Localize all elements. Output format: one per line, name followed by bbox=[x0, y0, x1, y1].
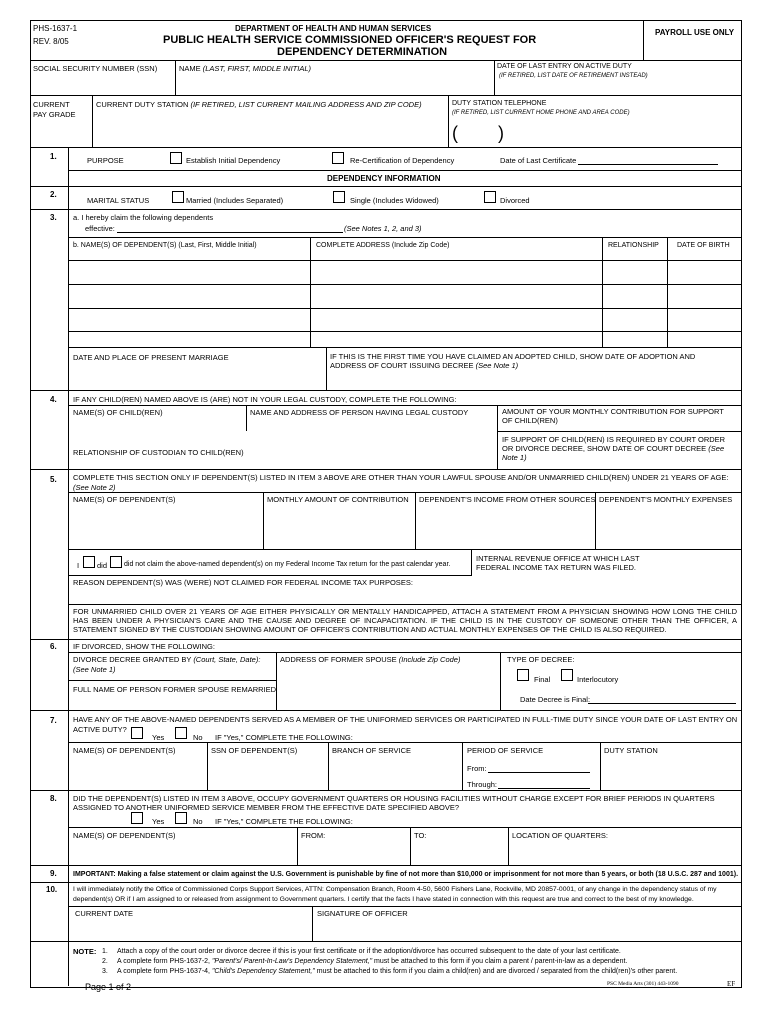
decree-type-label: TYPE OF DECREE: bbox=[507, 655, 575, 664]
recert-checkbox[interactable] bbox=[332, 152, 344, 164]
s8-location-field[interactable] bbox=[512, 843, 736, 863]
did-claim-label: did bbox=[97, 561, 108, 570]
form-title-line1: PUBLIC HEALTH SERVICE COMMISSIONED OFFICER'S REQUEST FOR bbox=[163, 34, 537, 46]
s7-through-label: Through: bbox=[467, 780, 498, 789]
form-number: PHS-1637-1 bbox=[33, 24, 78, 33]
section5-intro: COMPLETE THIS SECTION ONLY IF DEPENDENT(S) LISTED IN ITEM 3 ABOVE ARE OTHER THAN YOUR LAWFUL SPOUSE AND/OR UNMARRIED CHILD(REN) UNDER 21 YEARS OF AGE: bbox=[73, 473, 729, 482]
s7-through-field[interactable] bbox=[498, 788, 590, 789]
handicapped-statement: FOR UNMARRIED CHILD OVER 21 YEARS OF AGE EITHER PHYSICALLY OR MENTALLY HANDICAPPED, ATTACH A STATEMENT FROM A PHYSICIAN SHOWING HOW LONG THE CHILD HAS BEEN UNDER A PHYSICIAN'S CARE AND THE CAUSE AND DEGREE OF INCAPACITATION. IF THE CHILD IS IN THE CUSTODY OF SOMEONE OTHER THAN THE OFFICER, A STATEMENT SIGNED BY THE CUSTODIAN SHOWING AMOUNT OF OFFICER'S CONTRIBUTION AND ACTUAL MONTHLY EXPENSES OF THE CHILD IS ALSO REQUIRED. bbox=[73, 607, 737, 634]
note-1: Attach a copy of the court order or divorce decree if this is your first certificate or if the adoption/divorce has occurred subsequent to the date of your last certificate. bbox=[117, 948, 621, 955]
note-1-number: 1. bbox=[102, 948, 108, 955]
s7-no-checkbox[interactable] bbox=[175, 727, 187, 739]
last-entry-label: DATE OF LAST ENTRY ON ACTIVE DUTY bbox=[497, 63, 632, 70]
s8-question-line2: ASSIGNED TO ANOTHER UNIFORMED SERVICE MEMBER FROM THE EFFECTIVE DATE SPECIFIED ABOVE? bbox=[73, 803, 460, 812]
notification-line2: dependent(s) OR if I am assigned to or released from assignment to Government quarters. I certify that the facts I have stated in connection with this request are true and correct to the best of my knowledge. bbox=[73, 896, 694, 903]
item-number-1: 1. bbox=[50, 152, 57, 161]
duty-station-field[interactable] bbox=[96, 112, 444, 144]
irs-office-field[interactable] bbox=[660, 554, 738, 572]
court-order-label: IF SUPPORT OF CHILD(REN) IS REQUIRED BY COURT ORDER OR DIVORCE DECREE, SHOW DATE OF COURT DECREE (See Note 1) bbox=[502, 435, 726, 462]
s5-expenses-label: DEPENDENT'S MONTHLY EXPENSES bbox=[599, 495, 733, 504]
child-names-label: NAME(S) OF CHILD(REN) bbox=[73, 408, 163, 417]
dependent-address-header: COMPLETE ADDRESS (Include Zip Code) bbox=[316, 242, 450, 249]
adoption-field[interactable] bbox=[330, 374, 738, 388]
did-not-claim-label: did not claim the above-named dependent(s) on my Federal Income Tax return for the past calendar year. bbox=[124, 561, 451, 568]
form-title-line2: DEPENDENCY DETERMINATION bbox=[277, 46, 448, 58]
last-entry-note: (IF RETIRED, LIST DATE OF RETIREMENT INSTEAD) bbox=[499, 73, 648, 79]
phone-field[interactable] bbox=[462, 126, 732, 144]
marital-status-label: MARITAL STATUS bbox=[87, 196, 150, 205]
final-label: Final bbox=[534, 675, 551, 684]
s5-names-field[interactable] bbox=[72, 508, 260, 546]
tax-claim-i: I bbox=[77, 561, 80, 570]
officer-name-field[interactable] bbox=[180, 74, 490, 90]
item-number-7: 7. bbox=[50, 716, 57, 725]
s7-from-label: From: bbox=[467, 764, 487, 773]
s7-no-label: No bbox=[193, 733, 203, 742]
s8-to-label: TO: bbox=[414, 831, 427, 840]
notes-label: NOTE: bbox=[73, 947, 97, 956]
final-date-label: Date Decree is Final: bbox=[520, 695, 591, 704]
former-spouse-address-field[interactable] bbox=[280, 666, 496, 706]
department-name: DEPARTMENT OF HEALTH AND HUMAN SERVICES bbox=[235, 24, 432, 33]
contribution-label: AMOUNT OF YOUR MONTHLY CONTRIBUTION FOR SUPPORT OF CHILD(REN) bbox=[502, 407, 724, 425]
s8-no-checkbox[interactable] bbox=[175, 812, 187, 824]
did-claim-checkbox[interactable] bbox=[83, 556, 95, 568]
divorced-checkbox[interactable] bbox=[484, 191, 496, 203]
s5-income-field[interactable] bbox=[419, 508, 591, 546]
section5-note: (See Note 2) bbox=[73, 483, 116, 492]
relationship-field[interactable] bbox=[604, 262, 665, 346]
s8-yes-label: Yes bbox=[152, 817, 165, 826]
s8-to-field[interactable] bbox=[414, 843, 506, 863]
ssn-label: SOCIAL SECURITY NUMBER (SSN) bbox=[33, 64, 158, 73]
did-not-claim-checkbox[interactable] bbox=[110, 556, 122, 568]
recert-label: Re-Certification of Dependency bbox=[350, 156, 455, 165]
s8-from-label: FROM: bbox=[301, 831, 326, 840]
item-number-10: 10. bbox=[46, 885, 58, 894]
custodian-label: NAME AND ADDRESS OF PERSON HAVING LEGAL CUSTODY bbox=[250, 408, 469, 417]
s7-ssn-label: SSN OF DEPENDENT(S) bbox=[211, 746, 298, 755]
relationship-header: RELATIONSHIP bbox=[608, 242, 659, 249]
s5-expenses-field[interactable] bbox=[599, 508, 737, 546]
s8-yes-checkbox[interactable] bbox=[131, 812, 143, 824]
item-number-2: 2. bbox=[50, 190, 57, 199]
s5-monthly-label: MONTHLY AMOUNT OF CONTRIBUTION bbox=[267, 495, 409, 504]
dependent-address-field[interactable] bbox=[312, 262, 600, 346]
s5-income-label: DEPENDENT'S INCOME FROM OTHER SOURCES bbox=[419, 495, 596, 504]
s5-names-label: NAME(S) OF DEPENDENT(S) bbox=[73, 495, 176, 504]
form-revision: REV. 8/05 bbox=[33, 37, 69, 46]
married-checkbox[interactable] bbox=[172, 191, 184, 203]
item-number-4: 4. bbox=[50, 395, 57, 404]
s7-ssn-field[interactable] bbox=[211, 758, 325, 786]
item-number-8: 8. bbox=[50, 794, 57, 803]
s7-yes-checkbox[interactable] bbox=[131, 727, 143, 739]
area-code-open: ( bbox=[452, 123, 458, 143]
custody-intro: IF ANY CHILD(REN) NAMED ABOVE IS (ARE) NOT IN YOUR LEGAL CUSTODY, COMPLETE THE FOLLOWING: bbox=[73, 395, 457, 404]
adopted-label: IF THIS IS THE FIRST TIME YOU HAVE CLAIMED AN ADOPTED CHILD, SHOW DATE OF ADOPTION AND ADDRESS OF COURT ISSUING DECREE (See Note 1) bbox=[330, 352, 696, 370]
child-names-field[interactable] bbox=[72, 418, 242, 442]
s7-duty-label: DUTY STATION bbox=[604, 746, 658, 755]
s8-names-field[interactable] bbox=[72, 843, 294, 863]
married-label: Married (Includes Separated) bbox=[186, 196, 284, 205]
remarried-label: FULL NAME OF PERSON FORMER SPOUSE REMARRIED bbox=[73, 685, 277, 694]
custodian-field[interactable] bbox=[250, 418, 493, 442]
establish-label: Establish Initial Dependency bbox=[186, 156, 281, 165]
note-3: A complete form PHS-1637-4, "Child's Dependency Statement," must be attached to this form if you claim a child(ren) and are divorced / separated from the child(ren)'s other parent. bbox=[117, 968, 678, 975]
dependent-name-header: b. NAME(S) OF DEPENDENT(S) (Last, First, Middle Initial) bbox=[73, 242, 257, 249]
s5-monthly-field[interactable] bbox=[267, 508, 412, 546]
note-3-number: 3. bbox=[102, 968, 108, 975]
s7-if-yes-label: IF "Yes," COMPLETE THE FOLLOWING: bbox=[215, 733, 353, 742]
signature-field[interactable] bbox=[317, 920, 737, 938]
last-cert-label: Date of Last Certificate bbox=[500, 156, 577, 165]
single-checkbox[interactable] bbox=[333, 191, 345, 203]
s7-names-label: NAME(S) OF DEPENDENT(S) bbox=[73, 746, 176, 755]
s8-no-label: No bbox=[193, 817, 203, 826]
final-date-field[interactable] bbox=[588, 703, 736, 704]
decree-note: (See Note 1) bbox=[73, 665, 116, 674]
dob-header: DATE OF BIRTH bbox=[677, 242, 730, 249]
s7-branch-label: BRANCH OF SERVICE bbox=[332, 746, 412, 755]
notification-line1: I will immediately notify the Office of Commissioned Corps Support Services, ATTN: Compensation Branch, Room 4-50, 5600 Fishers Lane, Rockville, MD 20857-0001, of any change in the dependency status of my bbox=[73, 886, 717, 893]
s7-branch-field[interactable] bbox=[332, 758, 458, 786]
item-number-5: 5. bbox=[50, 475, 57, 484]
s7-names-field[interactable] bbox=[72, 758, 204, 786]
s7-question-line2: ACTIVE DUTY? bbox=[73, 725, 127, 734]
interlocutory-label: Interlocutory bbox=[577, 675, 619, 684]
marriage-label: DATE AND PLACE OF PRESENT MARRIAGE bbox=[73, 353, 229, 362]
former-spouse-address-label: ADDRESS OF FORMER SPOUSE (Include Zip Code) bbox=[280, 655, 461, 664]
current-date-label: CURRENT DATE bbox=[75, 909, 134, 918]
payroll-use-only: PAYROLL USE ONLY bbox=[655, 28, 735, 37]
purpose-label: PURPOSE bbox=[87, 156, 124, 165]
item-number-column bbox=[68, 147, 69, 986]
tax-reason-label: REASON DEPENDENT(S) WAS (WERE) NOT CLAIMED FOR FEDERAL INCOME TAX PURPOSES: bbox=[73, 578, 413, 587]
name-label: NAME (LAST, FIRST, MIDDLE INITIAL) bbox=[179, 64, 311, 73]
signature-label: SIGNATURE OF OFFICER bbox=[317, 909, 408, 918]
remarried-field[interactable] bbox=[72, 695, 272, 707]
media-credit: PSC Media Arts (301) 443-1090 bbox=[607, 981, 679, 987]
single-label: Single (Includes Widowed) bbox=[350, 196, 439, 205]
s8-names-label: NAME(S) OF DEPENDENT(S) bbox=[73, 831, 176, 840]
s8-location-label: LOCATION OF QUARTERS: bbox=[512, 831, 608, 840]
s7-yes-label: Yes bbox=[152, 733, 165, 742]
s7-question-line1: HAVE ANY OF THE ABOVE-NAMED DEPENDENTS SERVED AS A MEMBER OF THE UNIFORMED SERVICES OR PARTICIPATED IN FULL-TIME DUTY SINCE YOUR DATE OF LAST ENTRY ON bbox=[73, 715, 738, 724]
dob-field[interactable] bbox=[669, 262, 739, 346]
divorce-intro: IF DIVORCED, SHOW THE FOLLOWING: bbox=[73, 642, 215, 651]
s7-from-field[interactable] bbox=[488, 772, 590, 773]
note-2-number: 2. bbox=[102, 958, 108, 965]
effective-label: effective: bbox=[85, 224, 115, 233]
custodian-relationship-label: RELATIONSHIP OF CUSTODIAN TO CHILD(REN) bbox=[73, 448, 244, 457]
establish-checkbox[interactable] bbox=[170, 152, 182, 164]
note-2: A complete form PHS-1637-2, "Parent's/ Parent-In-Law's Dependency Statement," must be attached to this form if you claim a parent / parent-in-law as a dependent. bbox=[117, 958, 628, 965]
interlocutory-checkbox[interactable] bbox=[561, 669, 573, 681]
current-date-field[interactable] bbox=[74, 920, 308, 938]
custodian-relationship-field[interactable] bbox=[72, 458, 492, 468]
s7-period-label: PERIOD OF SERVICE bbox=[467, 746, 544, 755]
s8-question-line1: DID THE DEPENDENT(S) LISTED IN ITEM 3 ABOVE, OCCUPY GOVERNMENT QUARTERS OR HOUSING FACILITIES WITHOUT CHARGE EXCEPT FOR BRIEF PERIODS IN QUARTERS bbox=[73, 794, 715, 803]
see-notes-label: (See Notes 1, 2, and 3) bbox=[344, 224, 422, 233]
marriage-field[interactable] bbox=[72, 366, 322, 388]
area-code-close: ) bbox=[498, 123, 504, 143]
item-number-9: 9. bbox=[50, 869, 57, 878]
false-statement-warning: IMPORTANT: Making a false statement or claim against the U.S. Government is punishable by fine of not more than $10,000 or imprisonment for not more than 5 years, or both (18 U.S.C. 287 and 1001). bbox=[73, 871, 739, 878]
tax-reason-field[interactable] bbox=[72, 590, 736, 604]
irs-office-label: INTERNAL REVENUE OFFICE AT WHICH LAST FEDERAL INCOME TAX RETURN WAS FILED. bbox=[476, 554, 640, 572]
decree-granted-label: DIVORCE DECREE GRANTED BY (Court, State, Date): bbox=[73, 655, 261, 664]
s7-duty-field[interactable] bbox=[604, 758, 738, 786]
s8-if-yes-label: IF "Yes," COMPLETE THE FOLLOWING: bbox=[215, 817, 353, 826]
claim-dependents-label: a. I hereby claim the following dependents bbox=[73, 213, 214, 222]
final-checkbox[interactable] bbox=[517, 669, 529, 681]
item-number-6: 6. bbox=[50, 642, 57, 651]
paygrade-label-2: PAY GRADE bbox=[33, 110, 76, 119]
paygrade-field[interactable] bbox=[34, 122, 88, 144]
dependency-info-heading: DEPENDENCY INFORMATION bbox=[327, 174, 441, 183]
s8-from-field[interactable] bbox=[301, 843, 407, 863]
phone-label: DUTY STATION TELEPHONE bbox=[452, 100, 547, 107]
dependent-names-field[interactable] bbox=[70, 262, 308, 346]
last-entry-field[interactable] bbox=[498, 82, 736, 94]
item-number-3: 3. bbox=[50, 213, 57, 222]
ssn-field[interactable] bbox=[34, 74, 170, 90]
ef-mark: EF bbox=[727, 980, 736, 988]
paygrade-label-1: CURRENT bbox=[33, 100, 70, 109]
effective-date-field[interactable] bbox=[117, 232, 343, 233]
page-number: Page 1 of 2 bbox=[85, 982, 132, 992]
last-cert-field[interactable] bbox=[578, 164, 718, 165]
phone-note: (IF RETIRED, LIST CURRENT HOME PHONE AND AREA CODE) bbox=[452, 110, 630, 116]
duty-station-label: CURRENT DUTY STATION (IF RETIRED, LIST CURRENT MAILING ADDRESS AND ZIP CODE) bbox=[96, 100, 422, 109]
divorced-label: Divorced bbox=[500, 196, 530, 205]
